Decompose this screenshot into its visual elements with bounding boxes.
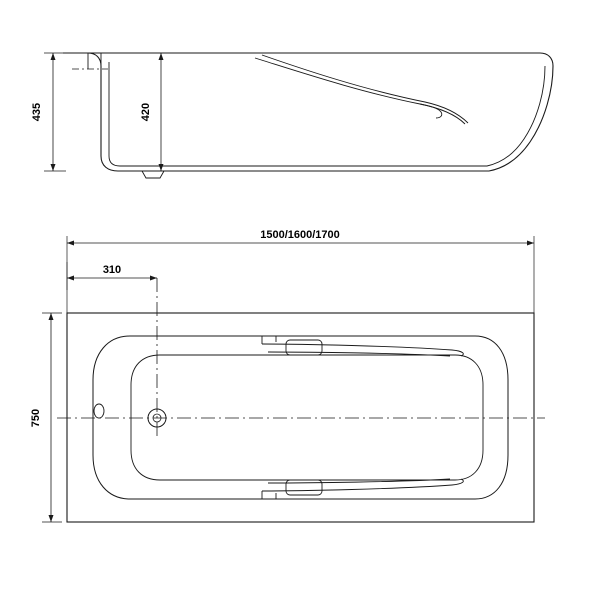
dimension-length-label: 1500/1600/1700 — [260, 229, 340, 241]
tub-top-notch-lower — [262, 491, 276, 499]
tub-side-drain-notch — [142, 171, 164, 178]
tub-side-left-rim — [88, 53, 101, 69]
tub-side-inner-profile — [109, 62, 545, 166]
tub-top-shelf-upper — [262, 344, 463, 356]
tub-top-inner-outline — [93, 336, 508, 499]
tub-top-notch-upper — [262, 336, 276, 344]
top-plan-view — [30, 229, 545, 522]
dimension-750-label: 750 — [30, 408, 42, 428]
tub-top-shelf-lower — [262, 479, 463, 491]
tub-top-handle-lower — [286, 480, 322, 495]
dimension-435-label: 435 — [31, 102, 43, 122]
dimension-310 — [67, 262, 157, 290]
dimension-310-label: 310 — [102, 264, 122, 276]
dimension-435 — [31, 53, 66, 171]
dimension-420-label: 420 — [140, 102, 152, 122]
overflow-opening — [94, 404, 104, 418]
dimension-length — [67, 229, 534, 246]
dimension-750 — [30, 313, 62, 522]
side-elevation-view — [31, 53, 553, 178]
tub-top-inner-bowl — [131, 355, 483, 480]
dimension-420 — [140, 53, 176, 171]
tub-backrest-curve-inner — [262, 55, 468, 123]
tub-backrest-curve — [255, 58, 465, 124]
tub-top-handle-upper — [286, 340, 322, 355]
